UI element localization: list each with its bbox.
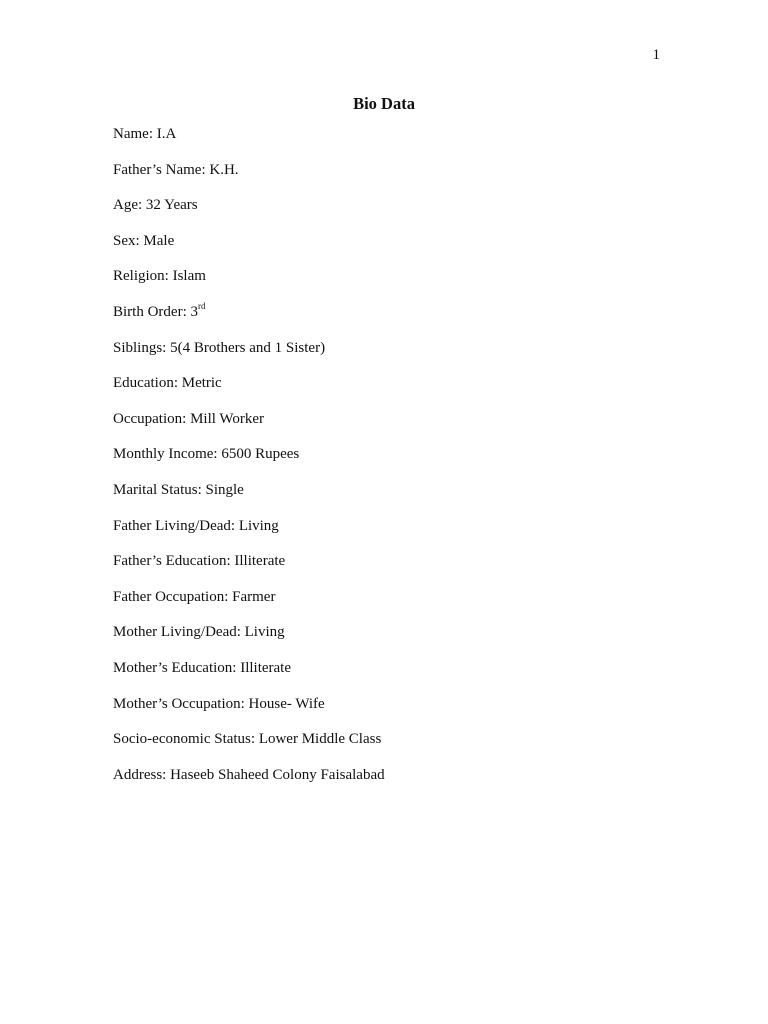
field-value: Living <box>244 624 285 641</box>
field-label: Mother’s Education: <box>113 659 237 676</box>
field-value: Metric <box>181 375 222 392</box>
field-value: 5(4 Brothers and 1 Sister) <box>170 339 326 356</box>
field-father-occupation <box>113 587 653 623</box>
field-mothers-education <box>113 658 653 694</box>
field-label: Monthly Income: <box>113 446 218 463</box>
field-label: Socio-economic Status: <box>113 731 256 748</box>
field-value: Male <box>143 232 175 249</box>
field-label: Address: <box>113 766 167 783</box>
field-value: Illiterate <box>240 659 292 676</box>
bio-data-field-list <box>113 124 653 800</box>
field-mothers-occupation <box>113 694 653 730</box>
field-occupation <box>113 409 653 445</box>
field-education <box>113 373 653 409</box>
field-address <box>113 765 653 801</box>
field-label: Mother’s Occupation: <box>113 695 245 712</box>
field-marital-status <box>113 480 653 516</box>
field-father-living-dead <box>113 516 653 552</box>
field-religion <box>113 266 653 302</box>
field-fathers-name <box>113 160 653 196</box>
field-mother-living-dead <box>113 622 653 658</box>
field-value: Haseeb Shaheed Colony Faisalabad <box>170 766 385 783</box>
page-number: 1 <box>652 47 660 63</box>
page-title: Bio Data <box>353 94 415 113</box>
field-sex <box>113 231 653 267</box>
field-label: Age: <box>113 197 143 214</box>
field-name <box>113 124 653 160</box>
field-label: Father Living/Dead: <box>113 517 236 534</box>
field-label: Religion: <box>113 268 169 285</box>
field-siblings <box>113 338 653 374</box>
field-value: 6500 Rupees <box>221 446 300 463</box>
field-fathers-education <box>113 551 653 587</box>
field-value: Islam <box>172 268 206 285</box>
field-label: Siblings: <box>113 339 167 356</box>
field-label: Sex: <box>113 232 140 249</box>
field-value: 3 <box>190 303 198 320</box>
field-value: I.A <box>156 126 177 142</box>
field-label: Father’s Education: <box>113 553 231 570</box>
field-label: Occupation: <box>113 410 187 427</box>
field-label: Marital Status: <box>113 481 202 498</box>
ordinal-suffix: rd <box>197 300 206 311</box>
field-label: Father’s Name: <box>113 161 206 178</box>
field-value: Illiterate <box>234 553 286 570</box>
field-value: House- Wife <box>248 695 325 712</box>
field-value: K.H. <box>209 161 239 178</box>
field-label: Birth Order: <box>113 303 187 320</box>
field-value: Lower Middle Class <box>258 731 382 748</box>
field-birth-order <box>113 302 653 338</box>
field-socio-economic-status <box>113 729 653 765</box>
field-value: Farmer <box>232 588 276 605</box>
field-age <box>113 195 653 231</box>
field-label: Education: <box>113 375 178 392</box>
field-value: 32 Years <box>145 197 198 214</box>
field-label: Name: <box>113 126 153 142</box>
field-label: Mother Living/Dead: <box>113 624 241 641</box>
field-value: Single <box>205 481 244 498</box>
field-monthly-income <box>113 444 653 480</box>
field-label: Father Occupation: <box>113 588 229 605</box>
field-value: Living <box>238 517 279 534</box>
field-value: Mill Worker <box>190 410 264 427</box>
